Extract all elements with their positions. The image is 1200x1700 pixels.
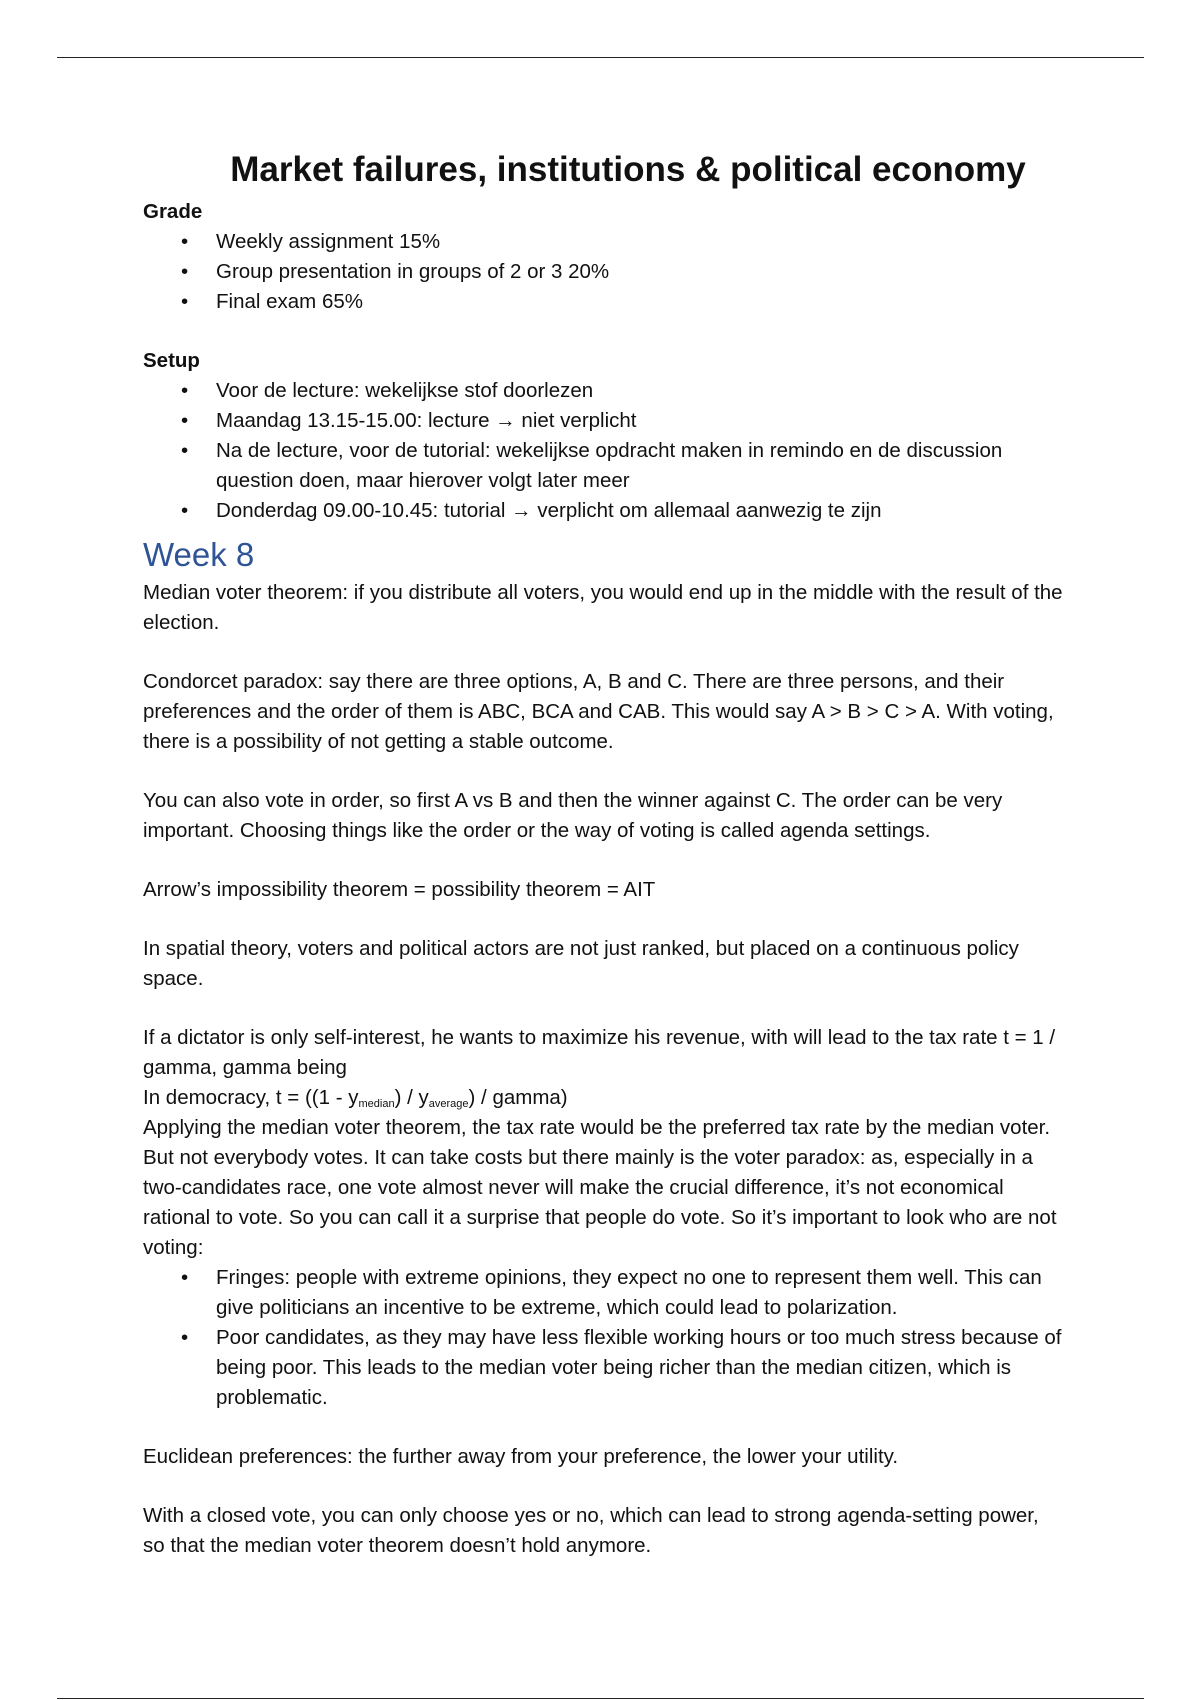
spacer — [143, 757, 1063, 786]
spacer — [143, 905, 1063, 934]
list-item: • Fringes: people with extreme opinions, they expect no one to represent them well. This can give politicians an incentive to be extreme, which could lead to polarization. — [143, 1263, 1063, 1323]
list-item: • Voor de lecture: wekelijkse stof doorlezen — [143, 376, 1063, 406]
bullet-icon: • — [181, 379, 189, 402]
bullet-icon: • — [181, 1326, 189, 1349]
grade-list — [143, 227, 1063, 317]
list-item: • Poor candidates, as they may have less flexible working hours or too much stress because of being poor. This leads to the median voter being richer than the median citizen, which is problematic. — [143, 1323, 1063, 1413]
list-item: • Group presentation in groups of 2 or 3 20% — [143, 257, 1063, 287]
week-heading: Week 8 — [143, 536, 255, 573]
spacer — [143, 317, 1063, 346]
bullet-icon: • — [181, 260, 189, 283]
bullet-icon: • — [181, 1266, 189, 1289]
paragraph-euclidean: Euclidean preferences: the further away from your preference, the lower your utility. — [143, 1445, 899, 1468]
formula-democracy: In democracy, $t = ((1 - y_{median}) / y_{average})$ / gamma) — [143, 1086, 568, 1110]
paragraph-condorcet: Condorcet paradox: say there are three options, A, B and C. There are three persons, and their preferences and the order of them is ABC, BCA and CAB. This would say A > B > C > A. With voting, there is a possibility of not getting a stable outcome. — [143, 670, 1054, 753]
paragraph-vote-order: You can also vote in order, so first A vs B and then the winner against C. The order can be very important. Choosing things like the order or the way of voting is called agenda settings. — [143, 789, 1003, 842]
list-item: • Donderdag 09.00-10.45: tutorial → verplicht om allemaal aanwezig te zijn — [143, 496, 1063, 526]
setup-list — [143, 376, 1063, 526]
list-item: • Final exam 65% — [143, 287, 1063, 317]
spacer — [143, 1472, 1063, 1501]
spacer — [143, 1413, 1063, 1442]
spacer — [143, 994, 1063, 1023]
bullet-icon: • — [181, 230, 189, 253]
page-header-rule — [57, 57, 1144, 58]
paragraph-voter-paradox: Applying the median voter theorem, the tax rate would be the preferred tax rate by the median voter. But not everybody votes. It can take costs but there mainly is the voter paradox: as, especially in a two-candidates race, one vote almost never will make the crucial difference, it’s not economical rational to vote. So you can call it a surprise that people do vote. So it’s important to look who are not voting: — [143, 1116, 1057, 1259]
setup-label: Setup — [143, 349, 200, 372]
bullet-icon: • — [181, 290, 189, 313]
page-footer-rule — [57, 1698, 1144, 1699]
paragraph-closed-vote: With a closed vote, you can only choose yes or no, which can lead to strong agenda-setting power, so that the median voter theorem doesn’t hold anymore. — [143, 1504, 1039, 1557]
paragraph-median-voter: Median voter theorem: if you distribute all voters, you would end up in the middle with the result of the election. — [143, 581, 1063, 634]
list-item: • Weekly assignment 15% — [143, 227, 1063, 257]
spacer — [143, 846, 1063, 875]
bullet-icon: • — [181, 499, 189, 522]
list-item: • Maandag 13.15-15.00: lecture → niet verplicht — [143, 406, 1063, 436]
paragraph-spatial-theory: In spatial theory, voters and political actors are not just ranked, but placed on a continuous policy space. — [143, 937, 1019, 990]
spacer — [143, 638, 1063, 667]
paragraph-arrow: Arrow’s impossibility theorem = possibility theorem = AIT — [143, 878, 656, 901]
bullet-icon: • — [181, 439, 189, 462]
grade-label: Grade — [143, 200, 203, 223]
bullet-icon: • — [181, 409, 189, 432]
list-item: • Na de lecture, voor de tutorial: wekelijkse opdracht maken in remindo en de discussion question doen, maar hierover volgt later meer — [143, 436, 1063, 496]
document-title: Market failures, institutions & political economy — [230, 150, 1026, 189]
nonvoters-list — [143, 1263, 1063, 1413]
paragraph-dictator: If a dictator is only self-interest, he wants to maximize his revenue, with will lead to the tax rate t = 1 / gamma, gamma being — [143, 1026, 1056, 1079]
document-body — [143, 143, 1063, 1561]
